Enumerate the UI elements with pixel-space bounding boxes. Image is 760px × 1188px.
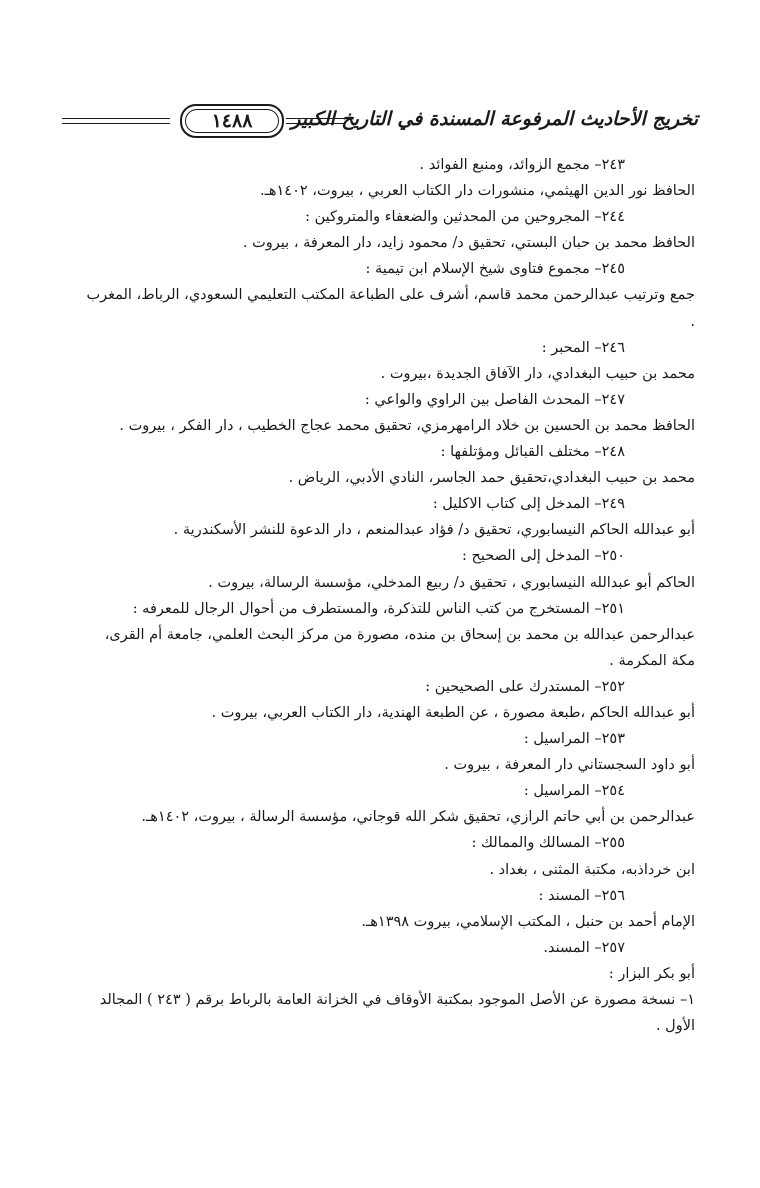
bibliography-entry <box>80 387 695 439</box>
entry-details: أبو بكر البزار : <box>608 965 695 982</box>
page-number-badge <box>180 104 284 138</box>
entry-title: ٢٤٧– المحدث الفاصل بين الراوي والواعي : <box>364 391 625 408</box>
bibliography-entry <box>80 596 695 674</box>
bibliography-entry <box>80 204 695 256</box>
bibliography-entry <box>80 152 695 204</box>
entry-details: أبو عبدالله الحاكم النيسابوري، تحقيق د/ فؤاد عبدالمنعم ، دار الدعوة للنشر الأسكندرية . <box>173 522 695 539</box>
entry-details: جمع وترتيب عبدالرحمن محمد قاسم، أشرف على الطباعة المكتب التعليمي السعودي، الرباط، المغرب . <box>86 287 695 330</box>
entry-title: ٢٥٧– المسند. <box>543 939 625 956</box>
entry-title: ٢٥٢– المستدرك على الصحيحين : <box>425 678 625 695</box>
entry-details: ابن خرداذبه، مكتبة المثنى ، بغداد . <box>489 861 695 878</box>
entry-details: الحاكم أبو عبدالله النيسابوري ، تحقيق د/ ربيع المدخلي، مؤسسة الرسالة، بيروت . <box>208 574 695 591</box>
entry-title: ٢٥٥– المسالك والممالك : <box>471 835 625 852</box>
header-rule <box>62 123 170 124</box>
entry-details: أبو عبدالله الحاكم ،طبعة مصورة ، عن الطبعة الهندية، دار الكتاب العربي، بيروت . <box>211 704 695 721</box>
page-header <box>62 102 698 142</box>
bibliography-list <box>80 152 695 1039</box>
entry-title: ٢٤٤– المجروحين من المحدثين والضعفاء والمتروكين : <box>305 209 625 226</box>
bibliography-entry <box>80 491 695 543</box>
bibliography-entry <box>80 674 695 726</box>
entry-title: ٢٥١– المستخرج من كتب الناس للتذكرة، والمستطرف من أحوال الرجال للمعرفه : <box>132 600 625 617</box>
header-rule <box>62 118 170 119</box>
bibliography-entry <box>80 935 695 987</box>
entry-title: ٢٤٩– المدخل إلى كتاب الاكليل : <box>432 496 625 513</box>
entry-title: ٢٥٤– المراسيل : <box>523 783 625 800</box>
trailing-note: ١– نسخة مصورة عن الأصل الموجود بمكتبة الأوقاف في الخزانة العامة بالرباط برقم ( ٢٤٣ ) المجالد الأول . <box>99 992 695 1035</box>
bibliography-entry <box>80 439 695 491</box>
entry-title: ٢٥٠– المدخل إلى الصحيح : <box>462 548 625 565</box>
entry-title: ٢٤٥– مجموع فتاوى شيخ الإسلام ابن تيمية : <box>365 261 625 278</box>
bibliography-entry <box>80 883 695 935</box>
entry-details: أبو داود السجستاني دار المعرفة ، بيروت . <box>444 757 695 774</box>
entry-details: الإمام أحمد بن حنبل ، المكتب الإسلامي، بيروت ١٣٩٨هـ. <box>361 913 695 930</box>
bibliography-entry <box>80 830 695 882</box>
bibliography-entry <box>80 256 695 334</box>
entry-details: عبدالرحمن بن أبي حاتم الرازي، تحقيق شكر الله قوجاني، مؤسسة الرسالة ، بيروت، ١٤٠٢هـ. <box>141 809 695 826</box>
bibliography-entry <box>80 778 695 830</box>
entry-title: ٢٤٦– المحبر : <box>541 339 625 356</box>
entry-details: الحافظ محمد بن حبان البستي، تحقيق د/ محمود زايد، دار المعرفة ، بيروت . <box>242 235 695 252</box>
entry-title: ٢٥٦– المسند : <box>538 887 625 904</box>
entry-details: الحافظ نور الدين الهيثمي، منشورات دار الكتاب العربي ، بيروت، ١٤٠٢هـ. <box>260 183 695 200</box>
running-title: تخريج الأحاديث المرفوعة المسندة في التاريخ الكبير <box>291 108 698 130</box>
entry-details: محمد بن حبيب البغدادي،تحقيق حمد الجاسر، النادي الأدبي، الرياض . <box>288 470 695 487</box>
bibliography-entry <box>80 335 695 387</box>
page-number: ١٤٨٨ <box>211 110 253 132</box>
entry-details: محمد بن حبيب البغدادي، دار الآفاق الجديدة ،بيروت . <box>380 365 695 382</box>
bibliography-entry <box>80 726 695 778</box>
bibliography-entry <box>80 543 695 595</box>
entry-title: ٢٤٨– مختلف القبائل ومؤتلفها : <box>440 444 625 461</box>
entry-details: عبدالرحمن عبدالله بن محمد بن إسحاق بن منده، مصورة من مركز البحث العلمي، جامعة أم القرى، مكة المكرمة . <box>104 626 695 669</box>
entry-title: ٢٤٣– مجمع الزوائد، ومنبع الفوائد . <box>419 157 625 173</box>
entry-details: الحافظ محمد بن الحسين بن خلاد الرامهرمزي، تحقيق محمد عجاج الخطيب ، دار الفكر ، بيروت . <box>119 417 695 434</box>
entry-title: ٢٥٣– المراسيل : <box>523 731 625 748</box>
